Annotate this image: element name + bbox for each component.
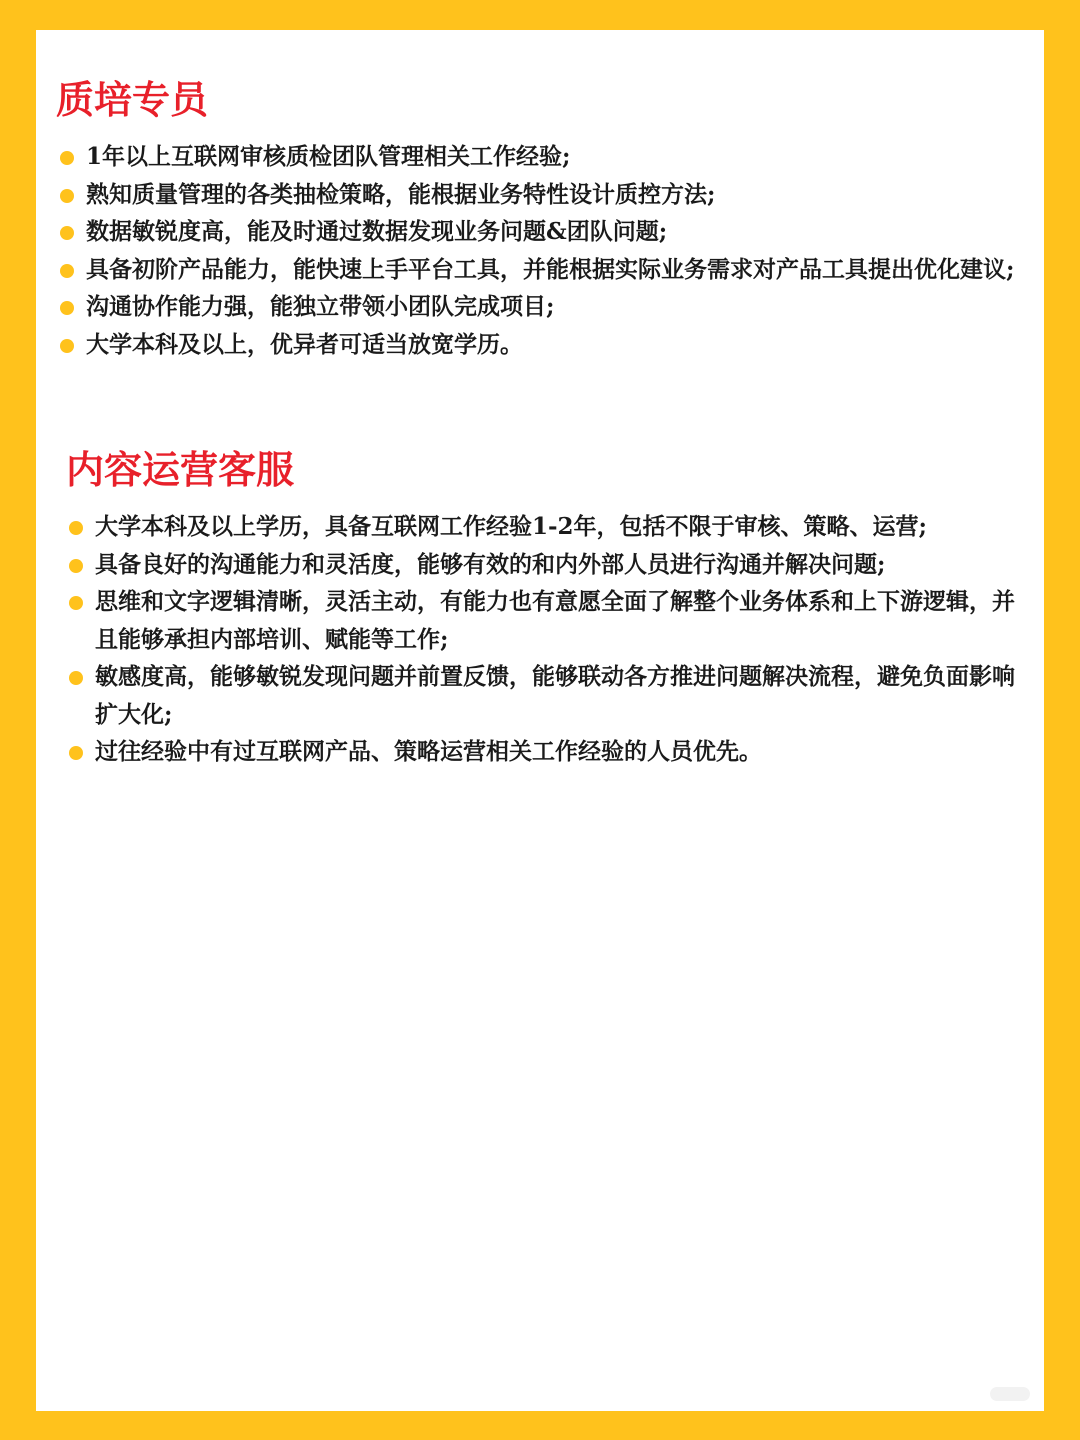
bullet-dot-icon [60,301,74,315]
bullet-dot-icon [60,339,74,353]
list-item-text: 思维和文字逻辑清晰，灵活主动，有能力也有意愿全面了解整个业务体系和上下游逻辑，并且能够承担内部培训、赋能等工作; [95,588,1015,653]
list-item-text: 大学本科及以上学历，具备互联网工作经验1-2年，包括不限于审核、策略、运营; [95,513,928,540]
bullet-dot-icon [69,559,83,573]
list-item [36,326,1044,364]
bullet-dot-icon [60,151,74,165]
list-item [36,288,1044,326]
list-item [36,546,1044,584]
section-quality-trainer [36,74,1044,363]
bullet-dot-icon [60,264,74,278]
list-item [36,251,1044,289]
list-item [36,733,1044,771]
requirements-list [36,138,1044,363]
list-item [36,213,1044,251]
section-content-ops-service [36,444,1044,771]
content-card [36,30,1044,1411]
list-item [36,658,1044,733]
bullet-dot-icon [60,189,74,203]
bullet-dot-icon [69,671,83,685]
list-item-text: 敏感度高，能够敏锐发现问题并前置反馈，能够联动各方推进问题解决流程，避免负面影响扩大化; [95,663,1015,728]
list-item-text: 过往经验中有过互联网产品、策略运营相关工作经验的人员优先。 [95,738,762,765]
list-item [36,508,1044,546]
list-item-text: 沟通协作能力强，能独立带领小团队完成项目; [86,293,555,320]
list-item-text: 具备初阶产品能力，能快速上手平台工具，并能根据实际业务需求对产品工具提出优化建议; [86,255,1015,283]
requirements-list [36,508,1044,771]
list-item-text: 具备良好的沟通能力和灵活度，能够有效的和内外部人员进行沟通并解决问题; [95,550,886,578]
section-title: 质培专员 [56,78,209,122]
bullet-dot-icon [69,521,83,535]
bullet-dot-icon [60,226,74,240]
list-item-text: 大学本科及以上，优异者可适当放宽学历。 [86,330,523,358]
bullet-dot-icon [69,746,83,760]
list-item-text: 1年以上互联网审核质检团队管理相关工作经验; [86,143,571,170]
list-item [36,583,1044,658]
list-item-text: 熟知质量管理的各类抽检策略，能根据业务特性设计质控方法; [86,180,716,208]
list-item [36,176,1044,214]
section-title: 内容运营客服 [66,448,295,492]
list-item [36,138,1044,176]
bullet-dot-icon [69,596,83,610]
list-item-text: 数据敏锐度高，能及时通过数据发现业务问题&团队问题; [86,218,668,245]
watermark-icon [990,1387,1030,1401]
